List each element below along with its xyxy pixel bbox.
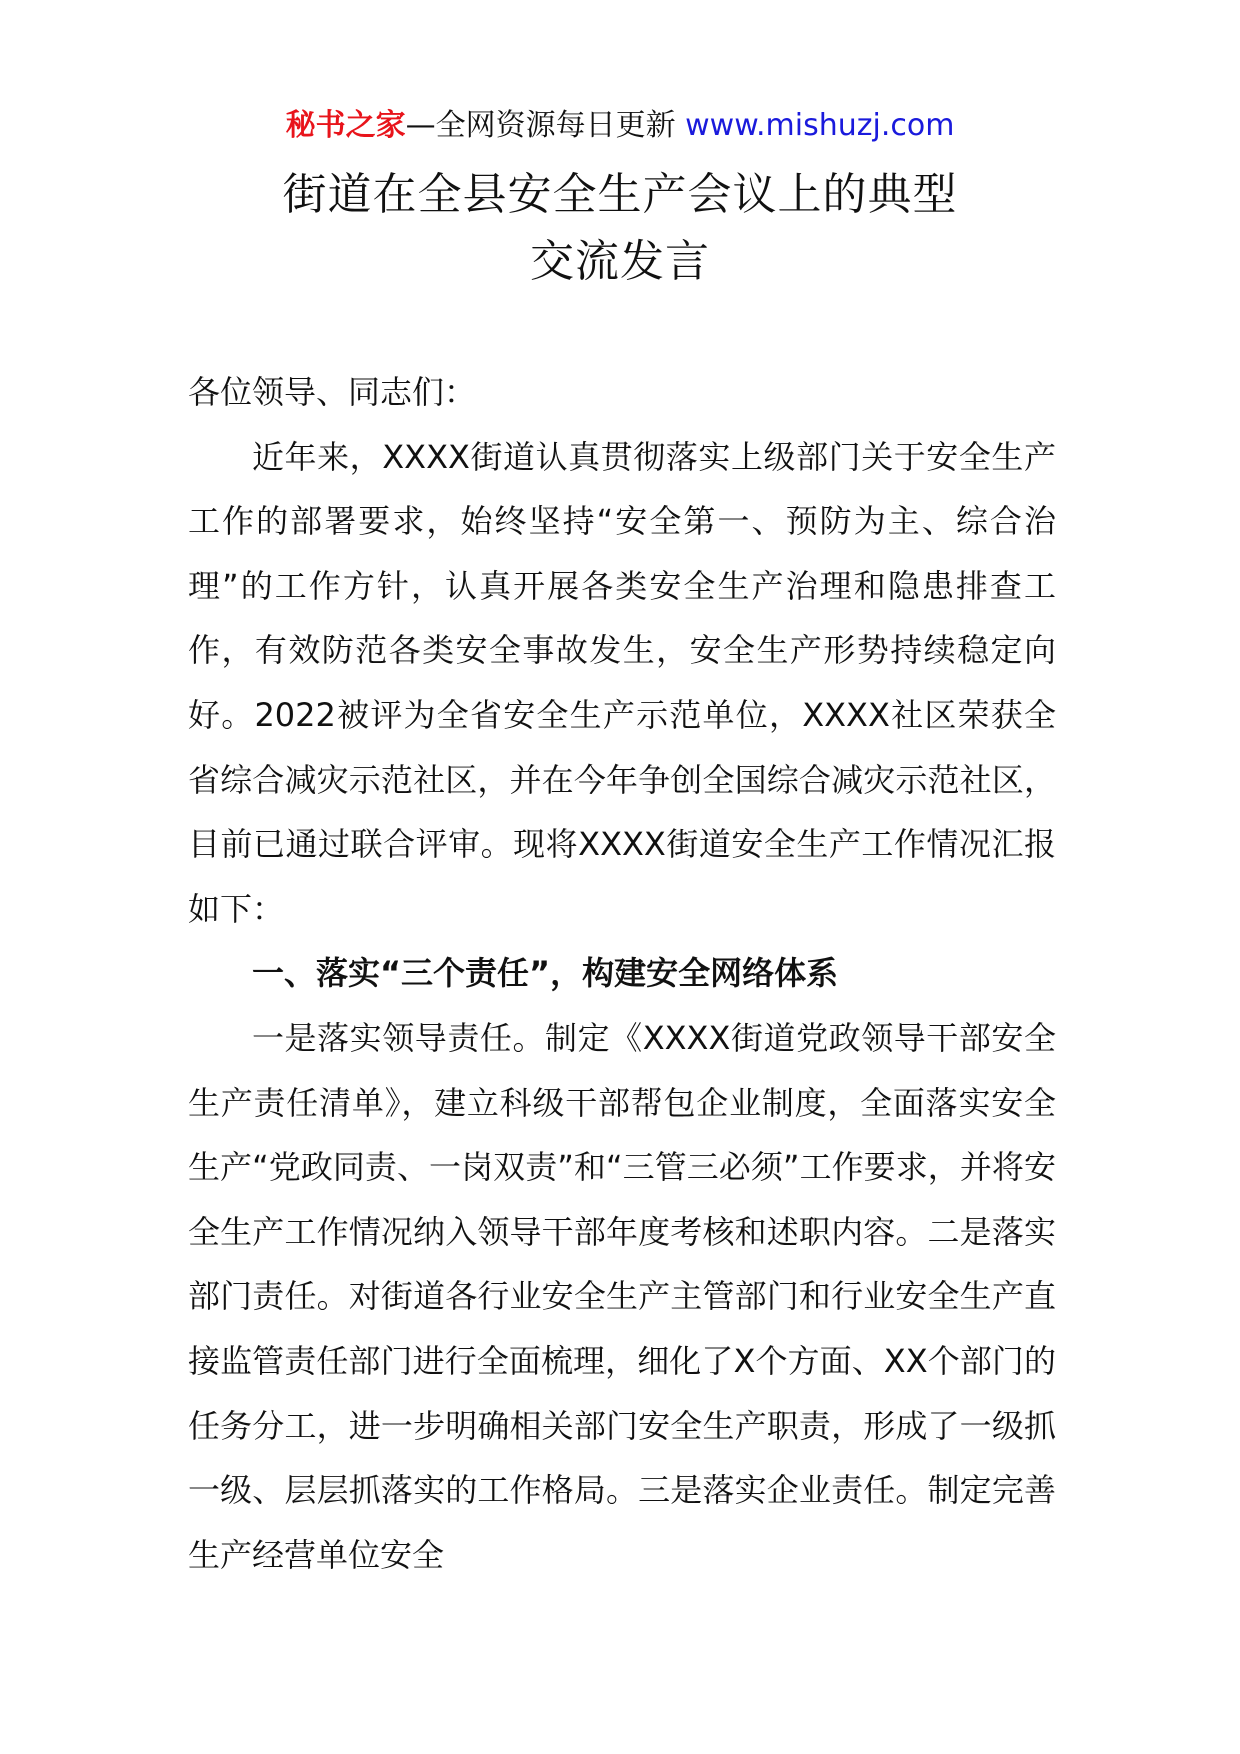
paragraph-intro: 近年来，XXXX街道认真贯彻落实上级部门关于安全生产工作的部署要求，始终坚持“安全第一、预防为主、综合治理”的工作方针，认真开展各类安全生产治理和隐患排查工作，有效防范各类安全事故发生，安全生产形势持续稳定向好。2022被评为全省安全生产示范单位，XXXX社区荣获全省综合减灾示范社区，并在今年争创全国综合减灾示范社区，目前已通过联合评审。现将XXXX街道安全生产工作情况汇报如下： <box>188 437 1056 928</box>
document-body <box>188 360 1056 1587</box>
header-tagline: —全网资源每日更新 <box>405 108 676 143</box>
site-url-link[interactable]: www.mishuzj.com <box>685 108 955 143</box>
document-title-line-1: 街道在全县安全生产会议上的典型 <box>282 169 958 220</box>
salutation: 各位领导、同志们： <box>188 373 477 411</box>
brand-name: 秘书之家 <box>285 108 406 143</box>
document-title-line-2: 交流发言 <box>530 236 710 287</box>
section-heading-1: 一、落实“三个责任”，构建安全网络体系 <box>252 954 839 993</box>
paragraph-responsibilities: 一是落实领导责任。制定《XXXX街道党政领导干部安全生产责任清单》，建立科级干部帮包企业制度，全面落实安全生产“党政同责、一岗双责”和“三管三必须”工作要求，并将安全生产工作情况纳入领导干部年度考核和述职内容。二是落实部门责任。对街道各行业安全生产主管部门和行业安全生产直接监管责任部门进行全面梳理，细化了X个方面、XX个部门的任务分工，进一步明确相关部门安全生产职责，形成了一级抓一级、层层抓落实的工作格局。三是落实企业责任。制定完善生产经营单位安全 <box>188 1018 1056 1574</box>
site-header <box>0 104 1240 148</box>
